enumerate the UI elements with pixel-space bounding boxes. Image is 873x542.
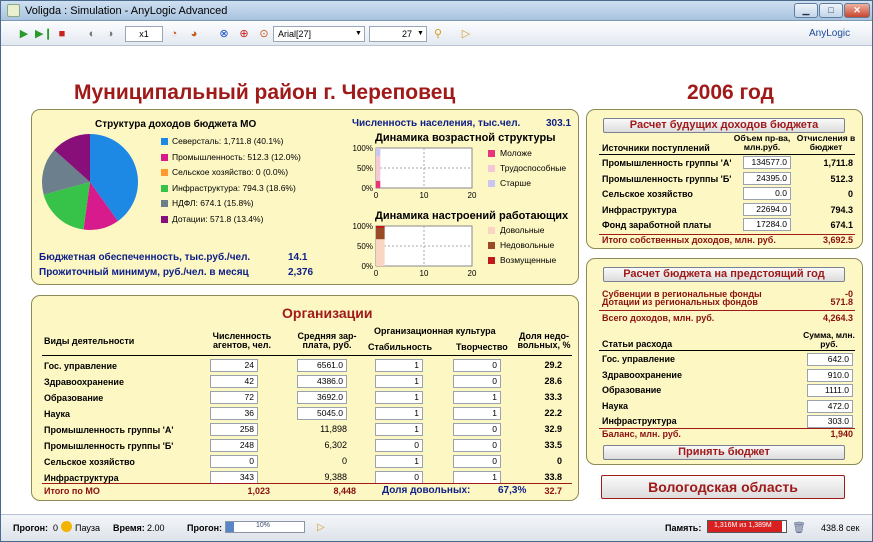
minimize-button[interactable]: ▁ xyxy=(794,3,818,18)
series-area-0 xyxy=(376,181,380,188)
creativity-field[interactable]: 0 xyxy=(453,439,501,452)
legend-label: Старше xyxy=(500,178,531,188)
salary-field[interactable]: 4386.0 xyxy=(297,375,347,388)
expense-field[interactable]: 303.0 xyxy=(807,415,853,428)
future-income-panel xyxy=(586,109,863,249)
volume-field[interactable]: 24395.0 xyxy=(743,172,791,185)
unhappy-value: 33.8 xyxy=(544,472,562,482)
unhappy-value: 22.2 xyxy=(544,408,562,418)
step-icon[interactable]: ▶❙ xyxy=(35,28,53,40)
speed-up-icon[interactable]: ◔ xyxy=(170,28,178,40)
expense-name: Образование xyxy=(602,385,662,395)
col-agents: Численность агентов, чел. xyxy=(212,331,272,350)
deduct-value: 674.1 xyxy=(830,220,853,230)
legend-label: Довольные xyxy=(500,225,545,235)
total-income-label: Всего доходов, млн. руб. xyxy=(602,313,715,323)
legend-label: Возмущенные xyxy=(500,255,557,265)
balance-value: 1,940 xyxy=(830,429,853,439)
income-total-label: Итого собственных доходов, млн. руб. xyxy=(602,235,776,245)
x-tick-label: 0 xyxy=(373,269,379,278)
x-tick-label: 20 xyxy=(467,191,477,200)
memory-bar xyxy=(707,520,787,533)
org-activity-name: Промышленность группы 'Б' xyxy=(44,441,174,451)
region-button[interactable]: Вологодская область xyxy=(601,475,845,499)
unhappy-value: 33.3 xyxy=(544,392,562,402)
provision-value: 14.1 xyxy=(288,252,308,263)
play-mode-icon[interactable]: ▷ xyxy=(461,28,471,40)
agents-field[interactable]: 24 xyxy=(210,359,258,372)
expense-field[interactable]: 642.0 xyxy=(807,353,853,366)
volume-field[interactable]: 134577.0 xyxy=(743,156,791,169)
col-salary: Средняя зар-плата, руб. xyxy=(297,331,357,350)
x-tick-label: 10 xyxy=(419,269,429,278)
income-header-divider xyxy=(599,154,855,155)
legend-label: Моложе xyxy=(500,148,532,158)
col-source: Источники поступлений xyxy=(602,143,710,153)
close-button[interactable]: ✕ xyxy=(844,3,870,18)
legend-label: Сельское хозяйство: 0 (0.0%) xyxy=(172,167,289,177)
total-income-value: 4,264.3 xyxy=(822,313,853,323)
y-tick-label: 50% xyxy=(356,164,373,173)
legend-swatch xyxy=(161,154,168,161)
play-icon[interactable]: ▷ xyxy=(317,522,325,533)
expense-field[interactable]: 910.0 xyxy=(807,369,853,382)
budget-calc-panel xyxy=(586,258,863,465)
population-value: 303.1 xyxy=(546,118,572,129)
view-icon[interactable]: ⊙ xyxy=(259,28,269,40)
stability-field[interactable]: 0 xyxy=(375,439,423,452)
expense-field[interactable]: 472.0 xyxy=(807,400,853,413)
org-activity-name: Сельское хозяйство xyxy=(44,457,135,467)
deduct-value: 1,711.8 xyxy=(823,158,853,168)
happy-label: Доля довольных: xyxy=(382,485,471,496)
status-bar xyxy=(1,514,872,541)
mood-chart-title: Динамика настроений работающих xyxy=(375,210,569,222)
unhappy-value: 29.2 xyxy=(544,360,562,370)
progress-bar xyxy=(225,521,305,533)
salary-field[interactable]: 6561.0 xyxy=(297,359,347,372)
org-total-unhappy: 32.7 xyxy=(544,486,562,496)
org-activity-name: Образование xyxy=(44,393,104,403)
creativity-field[interactable]: 0 xyxy=(453,359,501,372)
window-title: Voligda : Simulation - AnyLogic Advanced xyxy=(25,5,228,17)
agents-field[interactable]: 258 xyxy=(210,423,258,436)
unhappy-value: 0 xyxy=(556,456,562,466)
series-area-0 xyxy=(376,239,385,266)
accept-budget-button[interactable]: Принять бюджет xyxy=(603,445,845,460)
income-source-name: Сельское хозяйство xyxy=(602,189,693,199)
speed-field[interactable]: x1 xyxy=(125,26,163,42)
org-header-divider xyxy=(42,355,572,356)
income-source-name: Фонд заработной платы xyxy=(602,220,712,230)
x-tick-label: 10 xyxy=(419,191,429,200)
progress-text: 10% xyxy=(256,522,271,529)
volume-field[interactable]: 17284.0 xyxy=(743,218,791,231)
title-bar xyxy=(1,1,872,21)
y-tick-label: 0% xyxy=(361,184,373,193)
volume-field[interactable]: 22694.0 xyxy=(743,203,791,216)
font-select[interactable]: Arial[27] xyxy=(273,26,365,42)
zoom-icon[interactable]: ⊕ xyxy=(239,28,249,40)
agents-field[interactable]: 343 xyxy=(210,471,258,484)
trash-icon[interactable]: 🗑 xyxy=(792,522,806,534)
grant-value: 571.8 xyxy=(830,297,853,307)
progress-fill xyxy=(226,522,234,532)
font-dropdown-icon[interactable]: ▼ xyxy=(355,30,362,37)
col-creativity: Творчество xyxy=(456,342,508,352)
legend-label: Инфраструктура: 794.3 (18.6%) xyxy=(172,182,296,193)
model-canvas xyxy=(1,47,872,513)
org-activity-name: Наука xyxy=(44,409,71,419)
org-activity-name: Здравоохранение xyxy=(44,377,124,387)
series-area-2 xyxy=(376,226,385,228)
run-label: Прогон: xyxy=(13,523,49,533)
deduct-value: 512.3 xyxy=(830,173,853,184)
legend-label: Трудоспособные xyxy=(500,163,567,173)
legend-swatch xyxy=(488,242,495,249)
col-deduct: Отчисления в бюджет xyxy=(796,133,856,152)
calc-future-income-button[interactable]: Расчет будущих доходов бюджета xyxy=(603,118,845,133)
unhappy-value: 32.9 xyxy=(544,424,562,434)
deduct-value: 794.3 xyxy=(830,204,853,215)
page-title: Муниципальный район г. Череповец xyxy=(74,81,456,104)
expense-field[interactable]: 1111.0 xyxy=(807,384,853,397)
legend-swatch xyxy=(161,138,168,145)
org-total-agents: 1,023 xyxy=(247,486,270,496)
col-unhappy: Доля недо-вольных, % xyxy=(517,331,571,350)
grant-divider xyxy=(599,310,855,311)
col-volume: Объем пр-ва, млн.руб. xyxy=(733,133,791,152)
legend-swatch xyxy=(161,185,168,192)
run-icon[interactable]: ▶ xyxy=(19,28,29,40)
income-source-name: Промышленность группы 'А' xyxy=(602,158,732,168)
stop-icon[interactable]: ■ xyxy=(58,28,66,40)
salary-value: 11,898 xyxy=(320,424,347,434)
stability-field[interactable]: 1 xyxy=(375,423,423,436)
expense-name: Гос. управление xyxy=(602,354,675,364)
legend-swatch xyxy=(488,165,495,172)
subsistence-label: Прожиточный минимум, руб./чел. в месяц xyxy=(39,267,249,278)
deduct-value: 0 xyxy=(847,189,853,199)
anylogic-brand[interactable]: AnyLogic xyxy=(809,28,851,39)
salary-field[interactable]: 5045.0 xyxy=(297,407,347,420)
creativity-field[interactable]: 1 xyxy=(453,407,501,420)
org-total-salary: 8,448 xyxy=(333,486,356,496)
calc-budget-button[interactable]: Расчет бюджета на предстоящий год xyxy=(603,267,845,282)
provision-label: Бюджетная обеспеченность, тыс.руб./чел. xyxy=(39,252,251,263)
series-area-1 xyxy=(376,228,385,239)
x-tick-label: 20 xyxy=(467,269,477,278)
grant-label: Дотации из региональных фондов xyxy=(602,297,758,307)
stability-field[interactable]: 0 xyxy=(375,471,423,484)
memory-text: 1,316M из 1,389M xyxy=(714,522,772,529)
legend-swatch xyxy=(488,180,495,187)
y-tick-label: 100% xyxy=(352,222,373,231)
time-label: Время: xyxy=(113,523,145,533)
age-chart-title: Динамика возрастной структуры xyxy=(375,132,556,144)
balance-label: Баланс, млн. руб. xyxy=(602,429,681,439)
subsidy-label: Субвенции в региональные фонды xyxy=(602,289,762,299)
pause-icon xyxy=(61,521,72,532)
org-activity-name: Гос. управление xyxy=(44,361,117,371)
volume-field[interactable]: 0.0 xyxy=(743,187,791,200)
x-tick-label: 0 xyxy=(373,191,379,200)
organizations-panel xyxy=(31,295,579,501)
legend-swatch xyxy=(161,200,168,207)
col-culture: Организационная культура xyxy=(374,326,496,336)
salary-field[interactable]: 3692.0 xyxy=(297,391,347,404)
subsidy-value: -0 xyxy=(844,289,853,299)
pin-icon[interactable]: ⚲ xyxy=(433,28,443,40)
pie-title: Структура доходов бюджета МО xyxy=(95,119,257,130)
app-icon xyxy=(7,4,20,17)
col-stability: Стабильность xyxy=(368,342,433,352)
year-title: 2006 год xyxy=(687,81,774,104)
creativity-field[interactable]: 1 xyxy=(453,471,501,484)
font-size-dropdown-icon[interactable]: ▼ xyxy=(417,30,424,37)
elapsed-time: 438.8 сек xyxy=(821,523,860,533)
expense-name: Здравоохранение xyxy=(602,369,682,380)
col-sum: Сумма, млн. руб. xyxy=(803,330,855,349)
expense-header-divider xyxy=(599,350,855,351)
happy-value: 67,3% xyxy=(498,485,527,496)
legend-swatch xyxy=(161,169,168,176)
budget-structure-panel xyxy=(31,109,579,285)
salary-value: 0 xyxy=(341,456,347,466)
income-source-name: Инфраструктура xyxy=(602,204,677,215)
legend-label: НДФЛ: 674.1 (15.8%) xyxy=(172,198,254,208)
stability-field[interactable]: 1 xyxy=(375,455,423,468)
legend-label: Промышленность: 512.3 (12.0%) xyxy=(172,151,301,162)
slower-icon[interactable]: ◐ xyxy=(88,28,96,40)
y-tick-label: 50% xyxy=(356,242,373,251)
legend-label: Северсталь: 1,711.8 (40.1%) xyxy=(172,136,284,146)
stability-field[interactable]: 1 xyxy=(375,407,423,420)
org-total-divider xyxy=(42,483,572,484)
legend-swatch xyxy=(161,216,168,223)
legend-swatch xyxy=(488,257,495,264)
expense-name: Наука xyxy=(602,400,629,411)
organizations-title: Организации xyxy=(282,305,373,321)
pause-label: Пауза xyxy=(75,523,101,533)
mood-chart xyxy=(344,224,484,284)
unhappy-value: 33.5 xyxy=(544,440,562,450)
org-activity-name: Инфраструктура xyxy=(44,473,119,483)
legend-label: Недовольные xyxy=(500,240,555,250)
stability-field[interactable]: 1 xyxy=(375,375,423,388)
expense-name: Инфраструктура xyxy=(602,416,677,426)
y-tick-label: 0% xyxy=(361,262,373,271)
income-total-value: 3,692.5 xyxy=(822,235,853,245)
org-total-label: Итого по МО xyxy=(44,486,100,496)
agents-field[interactable]: 42 xyxy=(210,375,258,388)
memory-label: Память: xyxy=(665,523,702,533)
population-label: Численность населения, тыс.чел. xyxy=(352,118,521,129)
run-number: 0 xyxy=(53,523,59,533)
salary-value: 9,388 xyxy=(324,472,347,482)
legend-label: Дотации: 571.8 (13.4%) xyxy=(172,213,264,224)
font-size-field[interactable]: 27 xyxy=(369,26,427,42)
subsistence-value: 2,376 xyxy=(288,267,314,278)
series-area-2 xyxy=(376,148,380,156)
creativity-field[interactable]: 1 xyxy=(453,391,501,404)
age-structure-chart xyxy=(344,146,484,206)
legend-swatch xyxy=(488,227,495,234)
income-source-name: Промышленность группы 'Б' xyxy=(602,173,732,184)
nav-icon[interactable]: ⊗ xyxy=(219,28,229,40)
realtime-icon[interactable]: ◕ xyxy=(190,28,198,40)
creativity-field[interactable]: 0 xyxy=(453,375,501,388)
org-activity-name: Промышленность группы 'А' xyxy=(44,425,174,435)
salary-value: 6,302 xyxy=(324,440,347,450)
stability-field[interactable]: 1 xyxy=(375,359,423,372)
stability-field[interactable]: 1 xyxy=(375,391,423,404)
series-area-1 xyxy=(376,156,380,181)
progress-label: Прогон: xyxy=(187,523,223,533)
agents-field[interactable]: 0 xyxy=(210,455,258,468)
y-tick-label: 100% xyxy=(352,144,373,153)
agents-field[interactable]: 36 xyxy=(210,407,258,420)
creativity-field[interactable]: 0 xyxy=(453,423,501,436)
agents-field[interactable]: 248 xyxy=(210,439,258,452)
maximize-button[interactable]: □ xyxy=(819,3,843,18)
agents-field[interactable]: 72 xyxy=(210,391,258,404)
col-expense: Статьи расхода xyxy=(602,339,673,349)
toolbar xyxy=(1,22,872,46)
unhappy-value: 28.6 xyxy=(544,376,562,386)
time-value: 2.00 xyxy=(147,523,165,533)
col-activity: Виды деятельности xyxy=(44,336,135,346)
creativity-field[interactable]: 0 xyxy=(453,455,501,468)
income-pie-chart xyxy=(40,132,140,232)
legend-swatch xyxy=(488,150,495,157)
speed-down-icon[interactable]: ◑ xyxy=(106,28,114,40)
